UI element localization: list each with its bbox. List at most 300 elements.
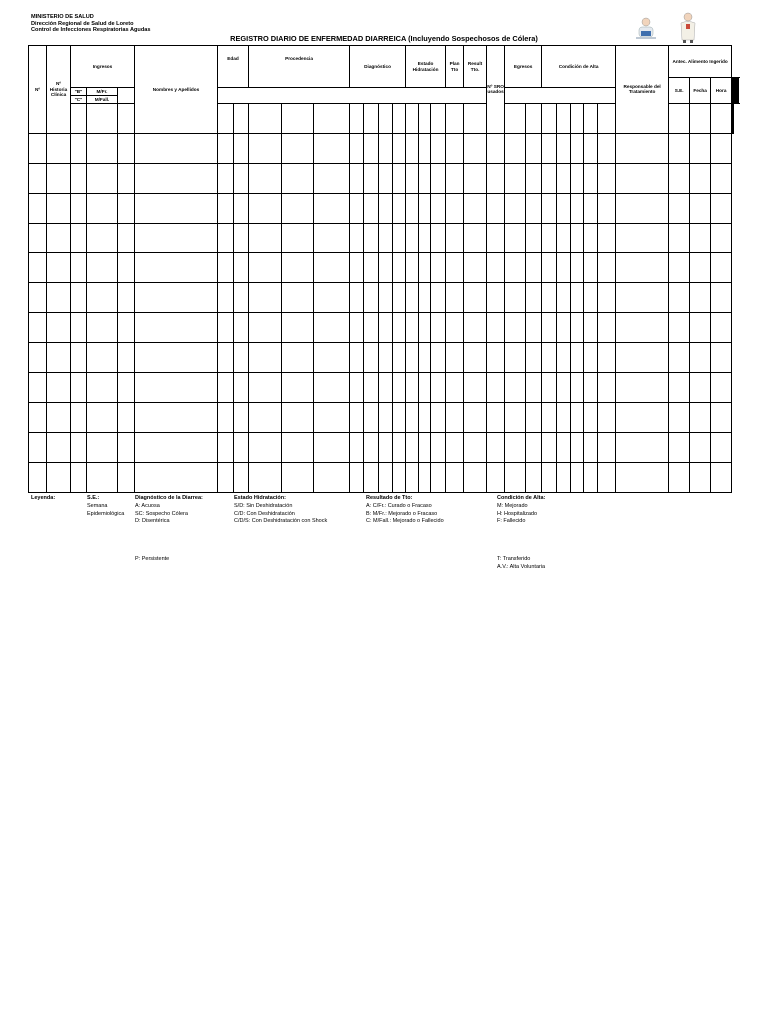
- table-cell[interactable]: [557, 462, 571, 492]
- table-cell[interactable]: [135, 193, 218, 223]
- table-cell[interactable]: [419, 313, 431, 343]
- table-cell[interactable]: [584, 343, 598, 373]
- table-cell[interactable]: [314, 432, 350, 462]
- table-cell[interactable]: [557, 402, 571, 432]
- table-cell[interactable]: [282, 253, 314, 283]
- table-cell[interactable]: [406, 283, 419, 313]
- table-cell[interactable]: [87, 163, 118, 193]
- table-cell[interactable]: [616, 313, 669, 343]
- table-cell[interactable]: [690, 104, 711, 134]
- table-cell[interactable]: [379, 432, 393, 462]
- table-cell[interactable]: [419, 432, 431, 462]
- table-cell[interactable]: [711, 373, 732, 403]
- table-cell[interactable]: [364, 253, 379, 283]
- table-cell[interactable]: [364, 313, 379, 343]
- table-cell[interactable]: [29, 313, 47, 343]
- table-cell[interactable]: [379, 193, 393, 223]
- table-cell[interactable]: [446, 462, 464, 492]
- table-cell[interactable]: [446, 163, 464, 193]
- table-cell[interactable]: [393, 313, 406, 343]
- table-cell[interactable]: [379, 373, 393, 403]
- table-cell[interactable]: [249, 133, 282, 163]
- table-cell[interactable]: [393, 253, 406, 283]
- table-cell[interactable]: [71, 283, 87, 313]
- table-cell[interactable]: [350, 133, 364, 163]
- table-cell[interactable]: [29, 133, 47, 163]
- table-cell[interactable]: [711, 253, 732, 283]
- table-cell[interactable]: [29, 402, 47, 432]
- table-cell[interactable]: [571, 313, 584, 343]
- table-cell[interactable]: [379, 253, 393, 283]
- table-cell[interactable]: [71, 402, 87, 432]
- table-cell[interactable]: [364, 283, 379, 313]
- table-cell[interactable]: [711, 432, 732, 462]
- table-cell[interactable]: [526, 104, 542, 134]
- table-cell[interactable]: [584, 193, 598, 223]
- table-cell[interactable]: [47, 253, 71, 283]
- table-cell[interactable]: [218, 402, 234, 432]
- table-cell[interactable]: [71, 253, 87, 283]
- table-cell[interactable]: [431, 104, 446, 134]
- table-cell[interactable]: [616, 223, 669, 253]
- table-cell[interactable]: [379, 462, 393, 492]
- table-cell[interactable]: [711, 343, 732, 373]
- table-cell[interactable]: [598, 283, 616, 313]
- table-cell[interactable]: [505, 283, 526, 313]
- table-cell[interactable]: [669, 462, 690, 492]
- table-cell[interactable]: [249, 343, 282, 373]
- table-cell[interactable]: [711, 462, 732, 492]
- table-cell[interactable]: [464, 343, 487, 373]
- table-cell[interactable]: [711, 402, 732, 432]
- table-cell[interactable]: [379, 283, 393, 313]
- table-cell[interactable]: [282, 462, 314, 492]
- table-cell[interactable]: [282, 223, 314, 253]
- table-cell[interactable]: [711, 133, 732, 163]
- table-cell[interactable]: [505, 253, 526, 283]
- table-cell[interactable]: [571, 104, 584, 134]
- table-cell[interactable]: [542, 104, 557, 134]
- table-cell[interactable]: [542, 462, 557, 492]
- table-cell[interactable]: [542, 313, 557, 343]
- table-cell[interactable]: [218, 313, 234, 343]
- table-cell[interactable]: [584, 432, 598, 462]
- table-cell[interactable]: [314, 133, 350, 163]
- table-cell[interactable]: [47, 313, 71, 343]
- table-cell[interactable]: [526, 313, 542, 343]
- table-cell[interactable]: [350, 223, 364, 253]
- table-cell[interactable]: [249, 432, 282, 462]
- table-cell[interactable]: [526, 432, 542, 462]
- table-cell[interactable]: [87, 373, 118, 403]
- table-cell[interactable]: [87, 223, 118, 253]
- table-cell[interactable]: [47, 163, 71, 193]
- table-cell[interactable]: [350, 432, 364, 462]
- table-cell[interactable]: [87, 343, 118, 373]
- table-cell[interactable]: [557, 193, 571, 223]
- table-cell[interactable]: [234, 163, 249, 193]
- table-cell[interactable]: [314, 104, 350, 134]
- table-cell[interactable]: [505, 343, 526, 373]
- table-cell[interactable]: [47, 223, 71, 253]
- table-cell[interactable]: [526, 253, 542, 283]
- table-cell[interactable]: [218, 223, 234, 253]
- table-cell[interactable]: [711, 223, 732, 253]
- table-cell[interactable]: [584, 313, 598, 343]
- table-cell[interactable]: [249, 104, 282, 134]
- table-cell[interactable]: [419, 104, 431, 134]
- table-cell[interactable]: [557, 313, 571, 343]
- table-cell[interactable]: [234, 223, 249, 253]
- table-cell[interactable]: [71, 223, 87, 253]
- table-cell[interactable]: [711, 193, 732, 223]
- table-cell[interactable]: [505, 163, 526, 193]
- table-cell[interactable]: [406, 163, 419, 193]
- table-cell[interactable]: [282, 163, 314, 193]
- table-cell[interactable]: [71, 432, 87, 462]
- table-cell[interactable]: [690, 133, 711, 163]
- table-cell[interactable]: [446, 133, 464, 163]
- table-cell[interactable]: [446, 104, 464, 134]
- table-cell[interactable]: [526, 402, 542, 432]
- table-cell[interactable]: [419, 193, 431, 223]
- table-cell[interactable]: [616, 402, 669, 432]
- table-cell[interactable]: [135, 133, 218, 163]
- table-cell[interactable]: [505, 133, 526, 163]
- table-cell[interactable]: [616, 432, 669, 462]
- table-cell[interactable]: [419, 462, 431, 492]
- table-cell[interactable]: [711, 104, 732, 134]
- table-cell[interactable]: [571, 163, 584, 193]
- table-cell[interactable]: [406, 373, 419, 403]
- table-cell[interactable]: [218, 104, 234, 134]
- table-cell[interactable]: [135, 253, 218, 283]
- table-cell[interactable]: [446, 373, 464, 403]
- table-cell[interactable]: [406, 223, 419, 253]
- table-cell[interactable]: [47, 343, 71, 373]
- table-cell[interactable]: [464, 432, 487, 462]
- table-cell[interactable]: [118, 223, 135, 253]
- table-cell[interactable]: [364, 343, 379, 373]
- table-cell[interactable]: [487, 133, 505, 163]
- table-cell[interactable]: [218, 432, 234, 462]
- table-cell[interactable]: [584, 163, 598, 193]
- table-cell[interactable]: [249, 223, 282, 253]
- table-cell[interactable]: [616, 253, 669, 283]
- table-cell[interactable]: [314, 313, 350, 343]
- table-cell[interactable]: [616, 373, 669, 403]
- table-cell[interactable]: [406, 253, 419, 283]
- table-cell[interactable]: [464, 104, 487, 134]
- table-cell[interactable]: [218, 343, 234, 373]
- table-cell[interactable]: [234, 133, 249, 163]
- table-cell[interactable]: [526, 193, 542, 223]
- table-cell[interactable]: [487, 193, 505, 223]
- table-cell[interactable]: [669, 402, 690, 432]
- table-cell[interactable]: [118, 163, 135, 193]
- table-cell[interactable]: [379, 402, 393, 432]
- table-cell[interactable]: [571, 193, 584, 223]
- table-cell[interactable]: [616, 462, 669, 492]
- table-cell[interactable]: [71, 104, 87, 134]
- table-cell[interactable]: [118, 253, 135, 283]
- table-cell[interactable]: [598, 373, 616, 403]
- table-cell[interactable]: [249, 402, 282, 432]
- table-cell[interactable]: [218, 283, 234, 313]
- table-cell[interactable]: [234, 283, 249, 313]
- table-cell[interactable]: [350, 253, 364, 283]
- table-cell[interactable]: [669, 432, 690, 462]
- table-cell[interactable]: [487, 462, 505, 492]
- table-cell[interactable]: [234, 373, 249, 403]
- table-cell[interactable]: [616, 193, 669, 223]
- table-cell[interactable]: [584, 402, 598, 432]
- table-cell[interactable]: [364, 104, 379, 134]
- table-cell[interactable]: [314, 343, 350, 373]
- table-cell[interactable]: [690, 402, 711, 432]
- table-cell[interactable]: [526, 343, 542, 373]
- table-cell[interactable]: [419, 223, 431, 253]
- table-cell[interactable]: [249, 462, 282, 492]
- table-cell[interactable]: [487, 283, 505, 313]
- table-cell[interactable]: [218, 253, 234, 283]
- table-cell[interactable]: [669, 163, 690, 193]
- table-cell[interactable]: [393, 223, 406, 253]
- table-cell[interactable]: [505, 313, 526, 343]
- table-cell[interactable]: [29, 462, 47, 492]
- table-cell[interactable]: [218, 462, 234, 492]
- table-cell[interactable]: [431, 223, 446, 253]
- table-cell[interactable]: [711, 313, 732, 343]
- table-cell[interactable]: [249, 283, 282, 313]
- table-cell[interactable]: [234, 253, 249, 283]
- table-cell[interactable]: [234, 343, 249, 373]
- table-cell[interactable]: [87, 253, 118, 283]
- table-cell[interactable]: [135, 373, 218, 403]
- table-cell[interactable]: [571, 133, 584, 163]
- table-cell[interactable]: [598, 462, 616, 492]
- table-cell[interactable]: [690, 283, 711, 313]
- table-cell[interactable]: [598, 104, 616, 134]
- table-cell[interactable]: [487, 313, 505, 343]
- table-cell[interactable]: [598, 133, 616, 163]
- table-cell[interactable]: [118, 193, 135, 223]
- table-cell[interactable]: [47, 133, 71, 163]
- table-cell[interactable]: [419, 343, 431, 373]
- table-cell[interactable]: [557, 253, 571, 283]
- table-cell[interactable]: [431, 313, 446, 343]
- table-cell[interactable]: [598, 402, 616, 432]
- table-cell[interactable]: [526, 373, 542, 403]
- table-cell[interactable]: [87, 402, 118, 432]
- table-cell[interactable]: [598, 223, 616, 253]
- table-cell[interactable]: [690, 313, 711, 343]
- table-cell[interactable]: [542, 223, 557, 253]
- table-cell[interactable]: [584, 104, 598, 134]
- table-cell[interactable]: [406, 193, 419, 223]
- table-cell[interactable]: [87, 313, 118, 343]
- table-cell[interactable]: [135, 432, 218, 462]
- table-cell[interactable]: [282, 373, 314, 403]
- table-cell[interactable]: [118, 283, 135, 313]
- table-cell[interactable]: [419, 133, 431, 163]
- table-cell[interactable]: [379, 104, 393, 134]
- table-cell[interactable]: [584, 373, 598, 403]
- table-cell[interactable]: [350, 373, 364, 403]
- table-cell[interactable]: [393, 283, 406, 313]
- table-cell[interactable]: [464, 133, 487, 163]
- table-cell[interactable]: [584, 133, 598, 163]
- table-cell[interactable]: [526, 283, 542, 313]
- table-cell[interactable]: [282, 402, 314, 432]
- table-cell[interactable]: [505, 193, 526, 223]
- table-cell[interactable]: [249, 253, 282, 283]
- table-cell[interactable]: [379, 313, 393, 343]
- table-cell[interactable]: [464, 283, 487, 313]
- table-cell[interactable]: [446, 253, 464, 283]
- table-cell[interactable]: [282, 313, 314, 343]
- table-cell[interactable]: [234, 462, 249, 492]
- table-cell[interactable]: [598, 432, 616, 462]
- table-cell[interactable]: [406, 104, 419, 134]
- table-cell[interactable]: [350, 343, 364, 373]
- table-cell[interactable]: [29, 163, 47, 193]
- table-cell[interactable]: [249, 373, 282, 403]
- table-cell[interactable]: [669, 313, 690, 343]
- table-cell[interactable]: [690, 163, 711, 193]
- table-cell[interactable]: [234, 432, 249, 462]
- table-cell[interactable]: [379, 133, 393, 163]
- table-cell[interactable]: [87, 104, 118, 134]
- table-cell[interactable]: [464, 223, 487, 253]
- table-cell[interactable]: [557, 133, 571, 163]
- table-cell[interactable]: [464, 313, 487, 343]
- table-cell[interactable]: [118, 133, 135, 163]
- table-cell[interactable]: [71, 163, 87, 193]
- table-cell[interactable]: [419, 283, 431, 313]
- table-cell[interactable]: [234, 193, 249, 223]
- table-cell[interactable]: [419, 402, 431, 432]
- table-cell[interactable]: [71, 193, 87, 223]
- table-cell[interactable]: [282, 133, 314, 163]
- table-cell[interactable]: [711, 163, 732, 193]
- table-cell[interactable]: [282, 193, 314, 223]
- table-cell[interactable]: [487, 402, 505, 432]
- table-cell[interactable]: [557, 283, 571, 313]
- table-cell[interactable]: [690, 343, 711, 373]
- table-cell[interactable]: [542, 402, 557, 432]
- table-cell[interactable]: [542, 343, 557, 373]
- table-cell[interactable]: [29, 223, 47, 253]
- table-cell[interactable]: [505, 432, 526, 462]
- table-cell[interactable]: [616, 343, 669, 373]
- table-cell[interactable]: [393, 133, 406, 163]
- table-cell[interactable]: [431, 133, 446, 163]
- table-cell[interactable]: [542, 432, 557, 462]
- table-cell[interactable]: [87, 133, 118, 163]
- table-cell[interactable]: [47, 373, 71, 403]
- table-cell[interactable]: [690, 373, 711, 403]
- table-cell[interactable]: [393, 432, 406, 462]
- table-cell[interactable]: [464, 193, 487, 223]
- table-cell[interactable]: [314, 402, 350, 432]
- table-cell[interactable]: [393, 163, 406, 193]
- table-cell[interactable]: [29, 253, 47, 283]
- table-cell[interactable]: [29, 193, 47, 223]
- table-cell[interactable]: [571, 283, 584, 313]
- table-cell[interactable]: [71, 343, 87, 373]
- table-cell[interactable]: [314, 223, 350, 253]
- table-cell[interactable]: [71, 133, 87, 163]
- table-cell[interactable]: [669, 373, 690, 403]
- table-cell[interactable]: [314, 462, 350, 492]
- table-cell[interactable]: [393, 343, 406, 373]
- table-cell[interactable]: [249, 313, 282, 343]
- table-cell[interactable]: [505, 402, 526, 432]
- table-cell[interactable]: [393, 373, 406, 403]
- table-cell[interactable]: [118, 373, 135, 403]
- table-cell[interactable]: [446, 193, 464, 223]
- table-cell[interactable]: [526, 462, 542, 492]
- table-cell[interactable]: [29, 343, 47, 373]
- table-cell[interactable]: [446, 343, 464, 373]
- table-cell[interactable]: [364, 402, 379, 432]
- table-cell[interactable]: [431, 402, 446, 432]
- table-cell[interactable]: [571, 223, 584, 253]
- table-cell[interactable]: [350, 163, 364, 193]
- table-cell[interactable]: [526, 133, 542, 163]
- table-cell[interactable]: [431, 343, 446, 373]
- table-cell[interactable]: [118, 313, 135, 343]
- table-cell[interactable]: [505, 223, 526, 253]
- table-cell[interactable]: [47, 283, 71, 313]
- table-cell[interactable]: [350, 104, 364, 134]
- table-cell[interactable]: [393, 104, 406, 134]
- table-cell[interactable]: [71, 462, 87, 492]
- table-cell[interactable]: [234, 313, 249, 343]
- table-cell[interactable]: [364, 432, 379, 462]
- table-cell[interactable]: [314, 193, 350, 223]
- table-cell[interactable]: [218, 163, 234, 193]
- table-cell[interactable]: [218, 193, 234, 223]
- table-cell[interactable]: [350, 402, 364, 432]
- table-cell[interactable]: [598, 253, 616, 283]
- table-cell[interactable]: [557, 104, 571, 134]
- table-cell[interactable]: [669, 253, 690, 283]
- table-cell[interactable]: [431, 253, 446, 283]
- table-cell[interactable]: [464, 373, 487, 403]
- table-cell[interactable]: [431, 462, 446, 492]
- table-cell[interactable]: [282, 432, 314, 462]
- table-cell[interactable]: [542, 373, 557, 403]
- table-cell[interactable]: [446, 283, 464, 313]
- table-cell[interactable]: [487, 223, 505, 253]
- table-cell[interactable]: [690, 432, 711, 462]
- table-cell[interactable]: [446, 313, 464, 343]
- table-cell[interactable]: [364, 223, 379, 253]
- table-cell[interactable]: [71, 313, 87, 343]
- table-cell[interactable]: [393, 462, 406, 492]
- table-cell[interactable]: [87, 462, 118, 492]
- table-cell[interactable]: [526, 163, 542, 193]
- table-cell[interactable]: [505, 373, 526, 403]
- table-cell[interactable]: [393, 193, 406, 223]
- table-cell[interactable]: [616, 163, 669, 193]
- table-cell[interactable]: [314, 283, 350, 313]
- table-cell[interactable]: [542, 133, 557, 163]
- table-cell[interactable]: [29, 432, 47, 462]
- table-cell[interactable]: [29, 283, 47, 313]
